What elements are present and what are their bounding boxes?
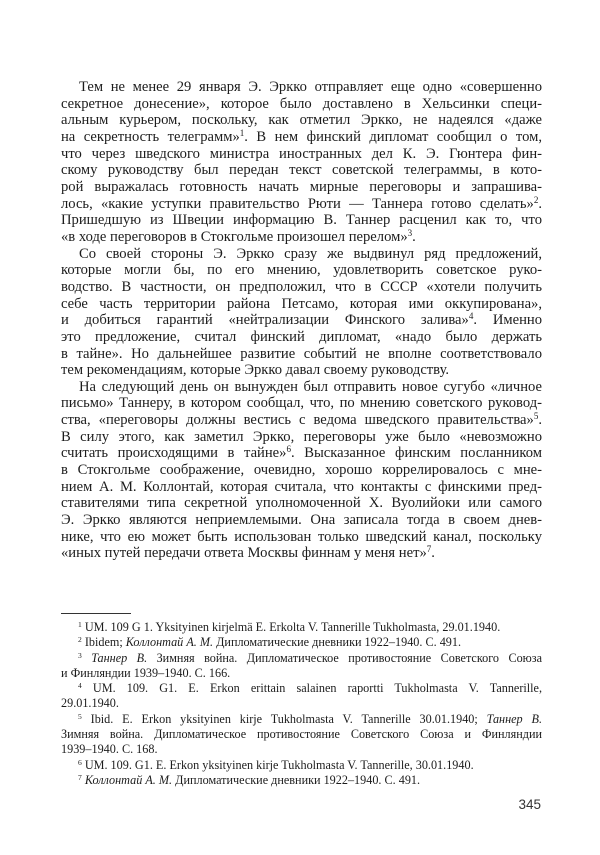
text-line [61, 712, 542, 727]
footnote-marker: 3 [407, 227, 413, 238]
text-segment: альным курьером, поскольку, как отметил Эркко, не надеялся «даже [61, 112, 542, 129]
text-segment: Зимняя война. Дипломатическое противостояние Советского Союза и Финляндии [61, 727, 542, 742]
text-segment: Тем не менее 29 января Э. Эркко отправляет еще одно «совершенно [79, 79, 542, 95]
footnote-marker: 2 [78, 635, 82, 645]
text-segment: тем рекомендациям, которые Эркко давал своему руководству. [61, 362, 450, 379]
text-segment: письмо» Таннеру, в котором сообщал, что, по мнению советского руковод- [61, 395, 542, 412]
text-segment: . [538, 412, 542, 429]
text-line [61, 651, 542, 666]
text-segment: на секретность телеграмм» [61, 128, 240, 145]
text-line [61, 196, 542, 213]
text-segment: . В нем финский дипломат сообщил о том, [244, 128, 542, 145]
text-segment: UM. 109 G 1. Yksityinen kirjelmä E. Erkolta V. Tannerille Tukholmasta, 29.01.1940. [81, 620, 501, 634]
text-segment: и добиться гарантий «нейтрализации Финского залива» [61, 312, 469, 329]
text-segment: На следующий день он вынужден был отправить новое сугубо «личное [79, 378, 542, 395]
text-line [61, 545, 542, 562]
text-line [61, 79, 542, 96]
text-segment: в Стокгольме соображение, очевидно, хорошо коррелировалось с мне- [61, 462, 542, 479]
footnote [61, 773, 542, 788]
text-line [61, 758, 542, 773]
footnote [61, 651, 542, 682]
footnote-separator [61, 613, 131, 614]
text-segment: Дипломатические дневники 1922–1940. С. 491. [172, 772, 421, 787]
text-segment: . Именно [473, 312, 543, 329]
italic-author: Коллонтай А. М. [84, 772, 173, 787]
italic-author: Таннер В. [91, 650, 148, 665]
text-line [61, 312, 542, 329]
text-line [61, 429, 542, 446]
text-line [61, 379, 542, 396]
text-segment: нием А. М. Коллонтай, которая считала, что контакты с финскими пред- [61, 478, 542, 495]
footnote-marker: 7 [78, 772, 82, 782]
text-segment: ства, «переговоры должны вестись с ведома шведского правительства» [61, 412, 534, 429]
text-line [61, 162, 542, 179]
footnote [61, 620, 542, 635]
text-line [61, 666, 542, 681]
text-segment: . [412, 228, 416, 245]
text-segment: «иных путей передачи ответа Москвы финнам у меня нет» [61, 545, 427, 562]
text-segment: лось, «какие уступки правительство Рюти — Таннера готово сделать» [61, 195, 534, 212]
text-segment: рой выражалась готовность начать мирные переговоры и запрашива- [61, 178, 542, 195]
text-line [61, 479, 542, 496]
italic-author: Таннер В. [486, 711, 542, 726]
text-line [61, 512, 542, 529]
text-line [61, 620, 542, 635]
footnote-marker: 2 [533, 194, 539, 205]
footnote [61, 681, 542, 712]
page-number: 345 [518, 797, 541, 812]
footnote-marker: 1 [239, 128, 245, 138]
text-line [61, 681, 542, 696]
text-segment: и Финляндии 1939–1940. С. 166. [61, 665, 231, 680]
text-segment: в тайне». Но дальнейшее развитие событий не вполне соответствовало [61, 345, 542, 362]
text-segment: водство. В частности, он предположил, что в СССР «хотели получить [61, 278, 542, 295]
footnote [61, 758, 542, 773]
text-segment [82, 651, 91, 665]
text-segment: Ibidem; [81, 635, 126, 650]
text-line [61, 362, 542, 379]
footnote-marker: 6 [286, 444, 291, 455]
text-line [61, 179, 542, 196]
text-segment: UM. 109. G1. E. Erkon yksityinen kirje Tukholmasta V. Tannerille, 30.01.1940. [81, 757, 474, 772]
text-segment: Пришедшую из Швеции информацию В. Таннер расценил как то, что [61, 212, 542, 229]
footnote-marker: 7 [426, 544, 432, 555]
footnote-marker: 4 [78, 681, 82, 691]
text-segment: «в ходе переговоров в Стокгольме произошел перелом» [61, 228, 408, 245]
text-segment: 29.01.1940. [61, 696, 119, 711]
text-line [61, 146, 542, 163]
text-line [61, 212, 542, 229]
text-segment: которые могли бы, по его мнению, удовлетворить советское руко- [61, 262, 542, 279]
text-segment: себе часть территории района Петсамо, которая ими оккупирована», [61, 295, 542, 312]
text-line [61, 346, 542, 363]
text-line [61, 262, 542, 279]
text-segment: это предложение, считал финский дипломат, «надо было держать [61, 328, 542, 345]
text-segment: Ibid. E. Erkon yksityinen kirje Tukholmasta V. Tannerille 30.01.1940; [81, 711, 487, 726]
text-segment: Э. Эркко являются неприемлемыми. Она записала тогда в своем днев- [61, 512, 542, 529]
footnote-marker: 3 [78, 650, 82, 660]
text-segment: . [431, 545, 435, 562]
text-segment: Дипломатические дневники 1922–1940. С. 491. [213, 635, 462, 650]
text-line [61, 329, 542, 346]
paragraph [61, 79, 542, 246]
text-segment: . Высказанное финским посланником [290, 445, 542, 462]
text-segment: скому руководству был передан текст советской телеграммы, в кото- [61, 162, 542, 179]
paragraph [61, 246, 542, 379]
text-segment: В силу этого, как заметил Эркко, переговоры уже было «невозможно [61, 428, 542, 445]
text-segment: считать происходящими в тайне» [61, 445, 287, 462]
body-text [61, 79, 542, 562]
text-segment: нике, что ею может быть использован только шведский канал, поскольку [61, 528, 542, 545]
footnote-marker: 4 [468, 311, 474, 322]
text-line [61, 635, 542, 650]
text-line [61, 296, 542, 313]
text-line [61, 412, 542, 429]
text-line [61, 529, 542, 546]
footnotes [61, 620, 542, 788]
text-segment: Со своей стороны Э. Эркко сразу же выдвинул ряд предложений, [79, 245, 542, 262]
text-line [61, 279, 542, 296]
text-segment: ставителями типа секретной уполномоченной Х. Вуолийоки или самого [61, 495, 542, 512]
text-line [61, 445, 542, 462]
text-line [61, 229, 542, 246]
text-line [61, 395, 542, 412]
footnote [61, 635, 542, 650]
text-line [61, 727, 542, 742]
footnote-marker: 5 [78, 711, 82, 721]
text-segment: Зимняя война. Дипломатическое противостояние Советского Союза [147, 650, 542, 665]
text-segment: секретное донесение», которое было доставлено в Хельсинки специ- [61, 95, 542, 112]
text-line [61, 495, 542, 512]
text-segment: . [538, 195, 542, 212]
text-line [61, 112, 542, 129]
text-line [61, 462, 542, 479]
footnote-marker: 6 [78, 757, 82, 767]
text-line [61, 742, 542, 757]
text-segment: что через шведского министра иностранных дел К. Э. Гюнтера фин- [61, 145, 542, 162]
text-line [61, 129, 542, 146]
text-line [61, 246, 542, 263]
text-segment: UM. 109. G1. E. Erkon erittain salainen raportti Tukholmasta V. Tannerille, [81, 681, 542, 696]
text-segment: 1939–1940. С. 168. [61, 742, 158, 757]
italic-author: Коллонтай А. М. [125, 635, 214, 650]
text-line [61, 773, 542, 788]
footnote-marker: 1 [78, 619, 82, 629]
paragraph [61, 379, 542, 562]
footnote-marker: 5 [533, 411, 539, 422]
text-line [61, 96, 542, 113]
text-line [61, 696, 542, 711]
footnote [61, 712, 542, 758]
